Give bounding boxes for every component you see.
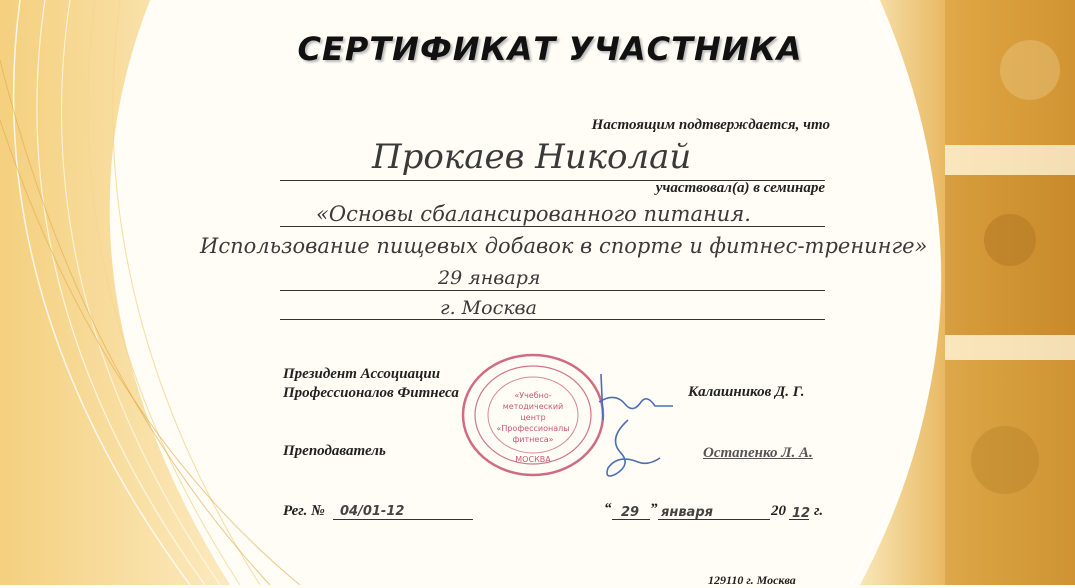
participant-name: Прокаев Николай [372,137,692,177]
certificate-title: СЕРТИФИКАТ УЧАСТНИКА [297,30,803,68]
reg-number: 04/01-12 [340,504,405,519]
year-suffix: 12 [792,506,811,521]
stamp-text-3: центр [520,413,546,422]
year-prefix: 20 [771,503,786,519]
stamp-city: МОСКВА [515,455,551,464]
seminar-title-line1: «Основы сбалансированного питания. [316,202,751,226]
seminar-date: 29 января [438,267,541,289]
teacher-signature [598,418,668,483]
confirm-text: Настоящим подтверждается, что [591,117,830,133]
seminar-title-line2: Использование пищевых добавок в спорте и фитнес-тренинге» [200,234,928,258]
president-name: Калашников Д. Г. [688,384,805,400]
stamp-text-5: фитнеса» [512,435,554,444]
teacher-title: Преподаватель [283,443,386,459]
seminar-city: г. Москва [440,297,537,319]
seminar-underline-1 [280,226,825,227]
stamp-text-1: «Учебно- [514,391,552,400]
reg-date-day: 29 [621,505,640,520]
president-title-line2: Профессионалов Фитнеса [283,385,459,401]
president-signature [595,372,675,422]
date-underline [280,290,825,291]
president-title-line1: Президент Ассоциации [283,366,441,382]
footer-address: 129110 г. Москва [708,573,796,587]
reg-label: Рег. № [283,503,325,519]
date-quote-open: “ [604,501,612,517]
participated-text: участвовал(а) в семинаре [655,180,825,196]
stamp-text-2: методический [502,402,564,411]
president-title [283,365,459,403]
teacher-name: Остапенко Л. А. [703,445,813,461]
city-underline [280,319,825,320]
date-quote-close: ” [650,501,658,517]
stamp-text-4: «Профессионалы [496,424,570,433]
organization-stamp [458,350,608,480]
reg-underline [333,519,473,520]
year-unit: г. [814,503,824,519]
reg-date-month: января [661,505,713,520]
